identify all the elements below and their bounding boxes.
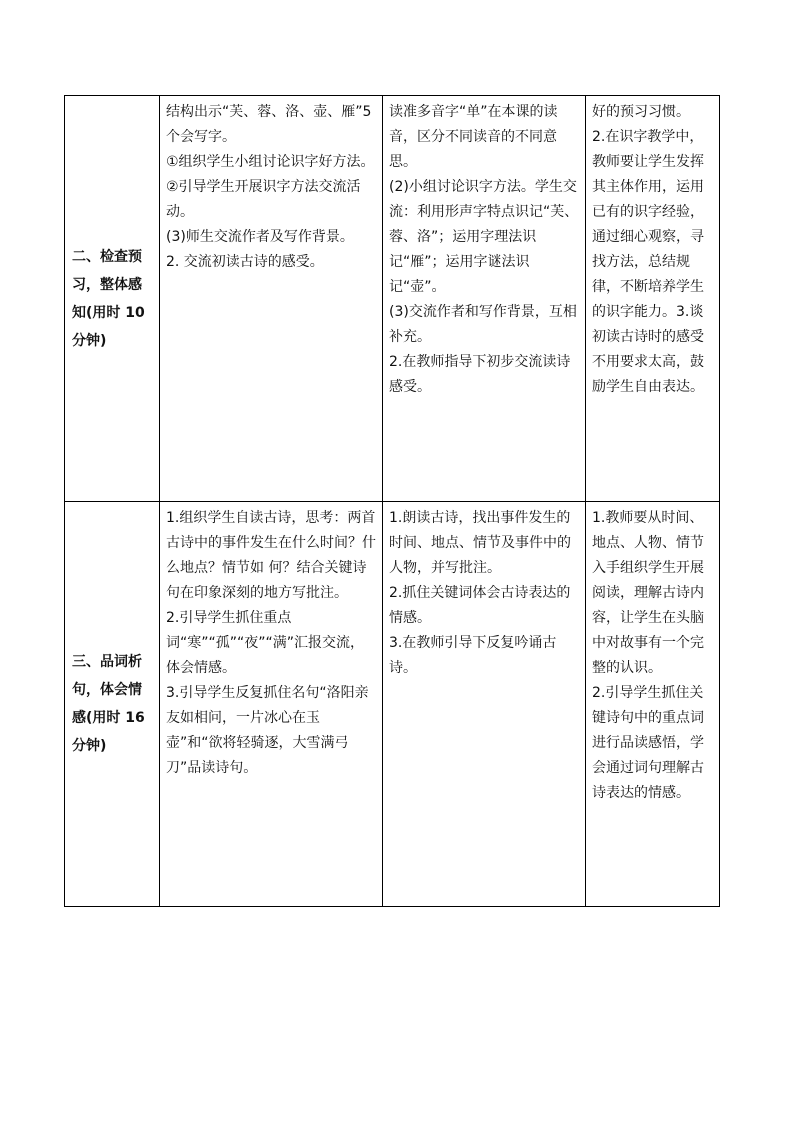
design-intent-line: 2.引导学生抓住关键诗句中的重点词进行品读感悟，学会通过词句理解古诗表达的情感。 bbox=[592, 685, 704, 801]
stage-label: 三、品词析句，体会情感(用时 16 分钟) bbox=[72, 654, 145, 754]
teacher-activity-line: ①组织学生小组讨论识字好方法。 bbox=[166, 154, 375, 170]
stage-cell bbox=[65, 502, 160, 907]
student-activity-cell bbox=[383, 502, 586, 907]
design-intent-line: 好的预习习惯。 bbox=[592, 104, 690, 120]
design-intent-cell bbox=[586, 96, 720, 502]
student-activity-line: (2)小组讨论识字方法。学生交流：利用形声字特点识记“芙、蓉、洛”；运用字理法识记“雁”；运用字谜法识记“壶”。 bbox=[389, 179, 579, 295]
stage-label: 二、检查预习，整体感知(用时 10 分钟) bbox=[72, 248, 145, 349]
stage-cell bbox=[65, 96, 160, 502]
teacher-activity-line: 2. 交流初读古诗的感受。 bbox=[166, 254, 324, 270]
student-activity-line: 2.抓住关键词体会古诗表达的情感。 bbox=[389, 585, 571, 626]
teacher-activity-line: ②引导学生开展识字方法交流活动。 bbox=[166, 179, 361, 220]
teacher-activity-cell bbox=[160, 96, 383, 502]
student-activity-cell bbox=[383, 96, 586, 502]
design-intent-cell bbox=[586, 502, 720, 907]
design-intent-line: 2.在识字教学中，教师要让学生发挥其主体作用，运用已有的识字经验，通过细心观察，寻找方法，总结规律，不断培养学生的识字能力。3.谈初读古诗时的感受不用要求太高，鼓励学生自由表达。 bbox=[592, 129, 704, 395]
student-activity-line: 1.朗读古诗，找出事件发生的时间、地点、情节及事件中的人物，并写批注。 bbox=[389, 510, 571, 576]
table-row-check-preview bbox=[65, 96, 720, 502]
teacher-activity-line: 3.引导学生反复抓住名句“洛阳亲友如相问，一片冰心在玉壶”和“欲将轻骑逐，大雪满弓刀”品读诗句。 bbox=[166, 685, 369, 776]
teacher-activity-line: 结构出示“芙、蓉、洛、壶、雁”5个会写字。 bbox=[166, 104, 372, 145]
teacher-activity-line: 1.组织学生自读古诗，思考：两首古诗中的事件发生在什么时间？什么地点？情节如 何？结合关键诗句在印象深刻的地方写批注。 bbox=[166, 510, 376, 601]
table-row-analyze-words bbox=[65, 502, 720, 907]
teacher-activity-cell bbox=[160, 502, 383, 907]
student-activity-line: 读准多音字“单”在本课的读音，区分不同读音的不同意思。 bbox=[389, 104, 558, 170]
student-activity-line: 2.在教师指导下初步交流读诗感受。 bbox=[389, 354, 571, 395]
teacher-activity-line: 2.引导学生抓住重点词“寒”“孤”“夜”“满”汇报交流，体会情感。 bbox=[166, 610, 365, 676]
teacher-activity-line: (3)师生交流作者及写作背景。 bbox=[166, 229, 354, 245]
lesson-plan-table bbox=[64, 95, 720, 907]
design-intent-line: 1.教师要从时间、地点、人物、情节入手组织学生开展阅读，理解古诗内容，让学生在头脑中对故事有一个完整的认识。 bbox=[592, 510, 704, 676]
student-activity-line: (3)交流作者和写作背景，互相补充。 bbox=[389, 304, 577, 345]
student-activity-line: 3.在教师引导下反复吟诵古诗。 bbox=[389, 635, 557, 676]
